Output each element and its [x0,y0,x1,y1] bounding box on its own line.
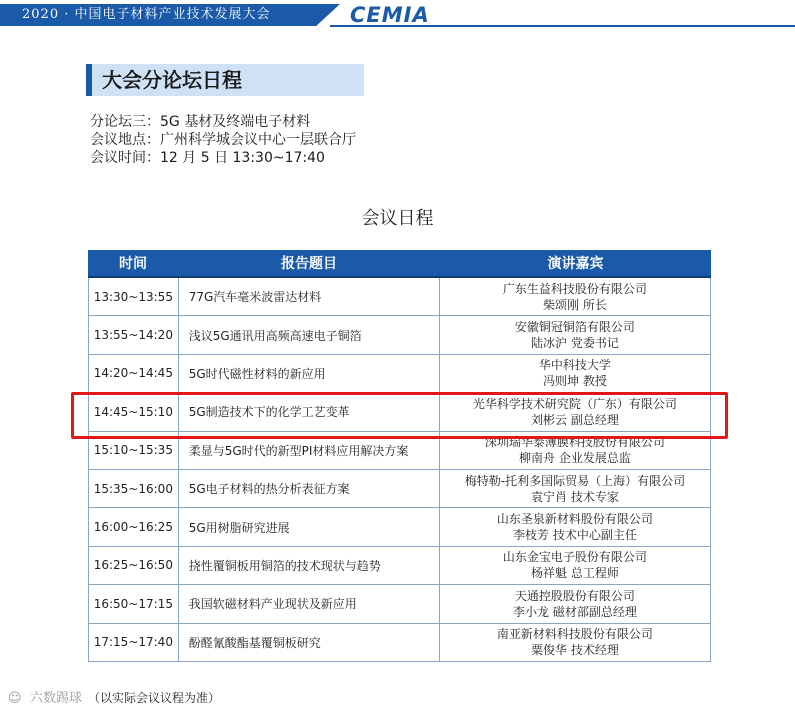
table-row [89,508,710,546]
forum-info [90,113,356,167]
table-row [89,547,710,585]
table-row [89,624,710,662]
row-org: 南亚新材料科技股份有限公司 [496,627,653,642]
row-speaker: 李小龙 磁材部副总经理 [513,604,637,619]
row-org: 梅特勒-托利多国际贸易（上海）有限公司 [464,473,686,488]
row-topic: 挠性覆铜板用铜箔的技术现状与趋势 [179,547,440,584]
table-row [89,316,710,354]
row-org: 山东圣泉新材料股份有限公司 [496,512,653,527]
page-header [0,0,795,32]
row-speaker: 粟俊华 技术经理 [531,643,619,658]
row-time: 13:55~14:20 [89,316,179,353]
row-topic: 5G用树脂研究进展 [179,508,440,545]
row-time: 15:10~15:35 [89,432,179,469]
table-body [88,278,711,662]
row-org: 光华科学技术研究院（广东）有限公司 [472,396,677,411]
row-speaker-cell [440,624,710,661]
row-topic: 柔显与5G时代的新型PI材料应用解决方案 [179,432,440,469]
row-topic: 77G汽车毫米波雷达材料 [179,278,440,315]
row-org: 广东生益科技股份有限公司 [502,281,647,296]
row-speaker: 李枝芳 技术中心副主任 [513,528,637,543]
row-org: 天通控股股份有限公司 [514,588,635,603]
highlight-box [71,392,728,439]
row-speaker-cell [440,355,710,392]
row-time: 15:35~16:00 [89,470,179,507]
row-speaker: 柴颂刚 所长 [543,297,607,312]
row-speaker: 冯则坤 教授 [543,374,607,389]
table-row [89,355,710,393]
schedule-title: 会议日程 [361,208,434,229]
row-time: 13:30~13:55 [89,278,179,315]
row-time: 14:45~15:10 [89,393,179,430]
forum-name: 分论坛三：5G 基材及终端电子材料 [90,114,311,130]
row-time: 17:15~17:40 [89,624,179,661]
row-topic: 酚醛氰酸酯基覆铜板研究 [179,624,440,661]
row-speaker-cell [440,547,710,584]
row-org: 华中科技大学 [538,358,611,373]
table-header [88,250,711,278]
row-speaker: 陆冰沪 党委书记 [531,336,619,351]
row-topic: 浅议5G通讯用高频高速电子铜箔 [179,316,440,353]
watermark [8,690,82,708]
table-row [89,585,710,623]
watermark-icon: ☺ [8,691,22,706]
header-topic: 报告题目 [281,256,337,272]
row-time: 14:20~14:45 [89,355,179,392]
footnote: （以实际会议议程为准） [88,691,221,705]
row-time: 16:50~17:15 [89,585,179,622]
forum-time: 会议时间：12 月 5 日 13:30~17:40 [90,150,325,166]
row-speaker-cell [440,585,710,622]
header-speaker: 演讲嘉宾 [547,256,604,272]
row-speaker: 刘彬云 副总经理 [531,412,619,427]
row-topic: 5G制造技术下的化学工艺变革 [179,393,440,430]
section-title-box [86,64,364,96]
row-speaker: 柳南舟 企业发展总监 [519,451,631,466]
cemia-logo: CEMIA [350,3,430,27]
row-topic: 5G时代磁性材料的新应用 [179,355,440,392]
row-speaker-cell [440,470,710,507]
row-speaker: 袁宁肖 技术专家 [531,489,619,504]
table-row [89,278,710,316]
conference-title: 2020 · 中国电子材料产业技术发展大会 [22,7,271,22]
row-org: 安徽铜冠铜箔有限公司 [514,320,635,335]
row-org: 深圳瑞华泰薄膜科技股份有限公司 [484,435,665,450]
row-time: 16:25~16:50 [89,547,179,584]
row-org: 山东金宝电子股份有限公司 [502,550,647,565]
schedule-table [88,250,711,662]
row-topic: 我国软磁材料产业现状及新应用 [179,585,440,622]
forum-location: 会议地点：广州科学城会议中心一层联合厅 [90,132,356,148]
row-speaker-cell [440,316,710,353]
row-topic: 5G电子材料的热分析表征方案 [179,470,440,507]
watermark-text: 六数踢球 [30,691,83,706]
row-time: 16:00~16:25 [89,508,179,545]
header-time: 时间 [119,256,147,272]
section-title: 大会分论坛日程 [102,68,242,92]
row-speaker-cell [440,278,710,315]
row-speaker-cell [440,508,710,545]
table-row [89,470,710,508]
row-speaker: 杨祥魁 总工程师 [531,566,619,581]
